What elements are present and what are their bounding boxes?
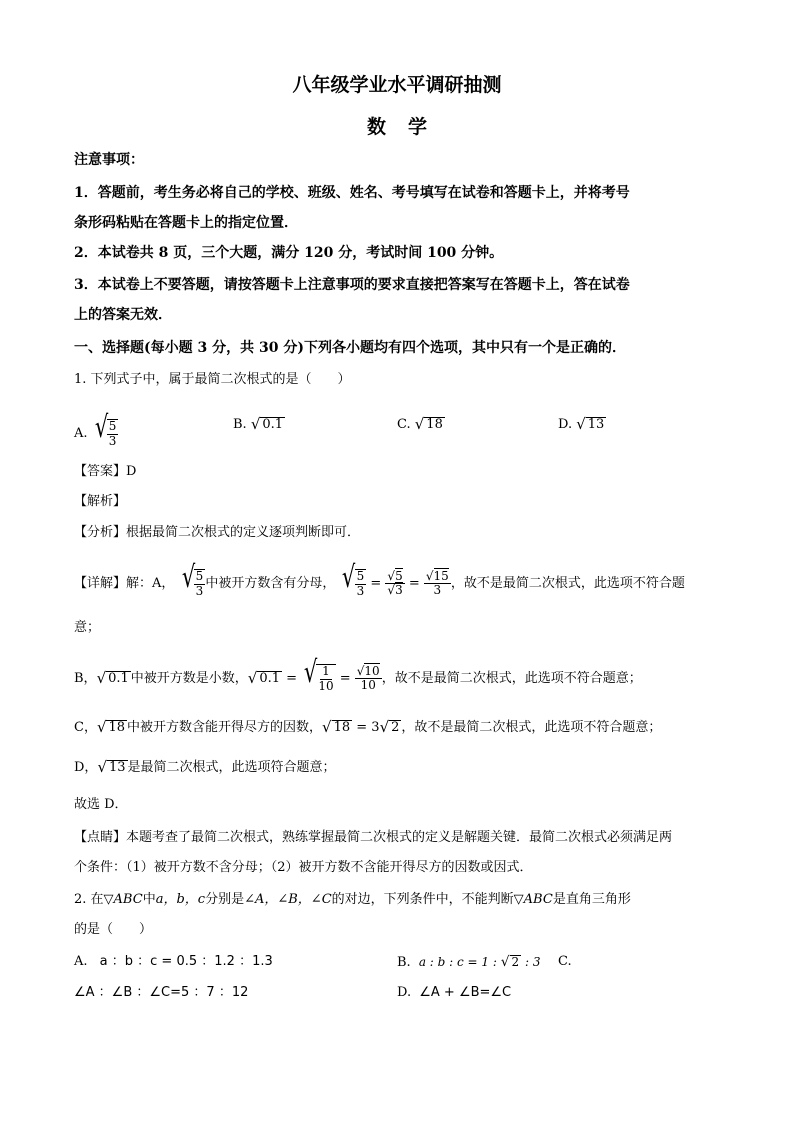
q2-stem-a	[74, 890, 631, 910]
detail-a-suffix: ，故不是最简二次根式，此选项不符合题	[450, 576, 685, 591]
q1-detail-c	[74, 718, 661, 738]
exam-title: 八年级学业水平调研抽测	[292, 74, 502, 96]
q1-option-a-label: A.	[74, 426, 88, 441]
frac-den: 3	[433, 583, 442, 597]
q1-option-c-value: 18	[426, 416, 443, 432]
detail-tag: 【详解】	[74, 576, 127, 591]
q2-stem-part: 的对边，下列条件中，不能判断	[331, 892, 514, 907]
q2-option-b-text: a : b : c = 1 :	[418, 955, 501, 969]
q2-sides: a，b，c	[155, 892, 206, 907]
q2-option-c-text: ∠A ：∠B ：∠C=5 ：7 ：12	[74, 985, 249, 1000]
frac-den: 3	[195, 583, 204, 598]
frac-num: 5	[356, 569, 365, 584]
sqrt-icon: √	[425, 568, 434, 583]
detail-c-mid: 中被开方数含能开得尽方的因数，	[127, 720, 323, 735]
q1-detail-a: 【详解】解：A， √ $\frac{5}{3}$ 中被开方数含有分母， √ $\frac{5}{3}$ = $\frac{√5}{√3}$ = $\frac{√15}{3}$ ，故不是最简二次根式，此选项不符合题	[74, 560, 685, 598]
sqrt-icon: √	[379, 718, 390, 737]
fenxi-tag: 【分析】	[74, 525, 127, 540]
radicand: 13	[108, 759, 126, 775]
q1-option-a-num: 5	[108, 419, 117, 434]
detail-d-prefix: D，	[74, 760, 98, 775]
q2-option-d-label: D.	[397, 985, 412, 1000]
radicand: 0.1	[108, 670, 129, 686]
q1-detail-b: B， √ 0.1 中被开方数是小数， √ 0.1 = √ $\frac{1}{10}$ = $\frac{√10}{10}$ ，故不是最简二次根式，此选项不符合题意；	[74, 655, 642, 693]
sqrt-icon: √	[356, 663, 365, 678]
notes-item-1a: 1．答题前，考生务必将自己的学校、班级、姓名、考号填写在试卷和答题卡上，并将考号	[74, 185, 630, 201]
frac-num: 15	[433, 568, 449, 583]
detail-b-prefix: B，	[74, 671, 97, 686]
q1-detail-a-cont: 意；	[74, 620, 101, 635]
q1-analysis-tag: 【解析】	[74, 494, 127, 509]
notes-heading: 注意事项：	[74, 152, 144, 168]
fenxi-text: 根据最简二次根式的定义逐项判断即可．	[126, 525, 361, 540]
radicand: 2	[511, 955, 520, 970]
q1-option-d	[558, 415, 606, 435]
notes-item-3a: 3．本试卷上不要答题，请按答题卡上注意事项的要求直接把答案写在答题卡上，答在试卷	[74, 277, 630, 293]
q2-triangle: ▽ABC	[103, 892, 143, 907]
detail-a-mid: 中被开方数含有分母，	[205, 576, 336, 591]
q2-option-a-label: A.	[74, 954, 88, 969]
radicand: 18	[333, 719, 351, 735]
detail-b-suffix: ，故不是最简二次根式，此选项不符合题意；	[381, 671, 642, 686]
radicand: 18	[108, 719, 126, 735]
frac-num: 10	[364, 663, 380, 678]
q1-option-d-value: 13	[587, 416, 605, 432]
sqrt-icon: √	[96, 669, 107, 688]
q1-option-c	[397, 415, 445, 435]
q1-choose: 故选 D．	[74, 797, 128, 812]
detail-c-eq: = 3	[356, 720, 380, 735]
q2-stem-part: 分别是	[205, 892, 245, 907]
q2-option-a	[74, 952, 273, 972]
q1-option-d-label: D.	[558, 417, 573, 432]
q2-triangle: ▽ABC	[513, 892, 553, 907]
sqrt-icon: √	[181, 560, 195, 595]
q1-option-c-label: C.	[397, 417, 411, 432]
q1-option-b-value: 0.1	[262, 416, 284, 432]
comment-tag: 【点睛】	[74, 830, 127, 845]
sqrt-icon: √	[250, 415, 261, 434]
section1-heading: 一、选择题(每小题 3 分，共 30 分)下列各小题均有四个选项，其中只有一个是正确的．	[74, 340, 626, 356]
notes-item-3b: 上的答案无效．	[74, 307, 172, 323]
q1-comment-b: 个条件：（1）被开方数不含分母；（2）被开方数不含能开得尽方的因数或因式．	[74, 860, 533, 875]
sqrt-icon: √	[500, 953, 510, 970]
frac-num: 5	[195, 569, 204, 584]
sqrt-icon: √	[322, 718, 332, 737]
q1-stem: 1. 下列式子中，属于最简二次根式的是（ ）	[74, 372, 351, 387]
frac-den: 10	[360, 678, 376, 692]
detail-a-prefix: 解：A，	[126, 576, 175, 591]
q2-option-b	[397, 952, 540, 973]
sqrt-icon: √	[96, 718, 107, 737]
sqrt-icon: √	[304, 655, 318, 690]
q2-angles: ∠A，∠B，∠C	[244, 892, 332, 907]
q1-option-a	[74, 410, 118, 448]
q2-stem-b: 的是（ ）	[74, 922, 153, 937]
detail-b-mid: 中被开方数是小数，	[130, 671, 248, 686]
answer-value: D	[126, 464, 137, 479]
sqrt-icon: √	[247, 669, 258, 688]
frac-num: 1	[322, 664, 330, 679]
sqrt-icon: √	[94, 410, 108, 445]
q2-stem-part: 2. 在	[74, 892, 104, 907]
sqrt-icon: √	[342, 560, 356, 595]
q1-option-a-den: 3	[108, 433, 117, 448]
exam-subject: 数学	[366, 116, 449, 138]
sqrt-icon: √	[387, 568, 396, 583]
notes-item-1b: 条形码粘贴在答题卡上的指定位置．	[74, 215, 298, 231]
q2-option-d-text: ∠A + ∠B=∠C	[419, 985, 512, 1000]
frac-den: 3	[356, 583, 365, 598]
radicand: 0.1	[259, 670, 281, 686]
q1-detail-d	[74, 758, 336, 778]
q2-stem-part: 中	[142, 892, 156, 907]
sqrt-icon: √	[387, 583, 396, 597]
q2-option-b-label: B.	[397, 955, 411, 970]
detail-c-suffix: ，故不是最简二次根式，此选项不符合题意；	[401, 720, 662, 735]
q2-option-d	[397, 983, 511, 1003]
sqrt-icon: √	[414, 415, 425, 434]
radicand: 2	[391, 719, 400, 735]
q2-stem-part: 是直角三角形	[552, 892, 631, 907]
q1-fenxi	[74, 523, 360, 543]
q1-comment-a	[74, 828, 672, 848]
frac-den: 3	[395, 583, 403, 597]
q2-option-c-label: C.	[558, 954, 572, 969]
q1-option-b-label: B.	[233, 417, 247, 432]
sqrt-icon: √	[576, 415, 586, 434]
detail-d-suffix: 是最简二次根式，此选项符合题意；	[127, 760, 336, 775]
frac-den: 10	[318, 678, 334, 693]
answer-tag: 【答案】	[74, 464, 127, 479]
q2-option-a-text: a ：b ：c = 0.5 ：1.2 ：1.3	[99, 954, 273, 969]
q1-option-b	[233, 415, 285, 435]
notes-item-2: 2．本试卷共 8 页，三个大题，满分 120 分，考试时间 100 分钟。	[74, 245, 504, 261]
q1-answer	[74, 462, 136, 482]
frac-num: 5	[395, 568, 403, 583]
q2-option-b-post: : 3	[521, 955, 541, 969]
sqrt-icon: √	[97, 758, 107, 777]
detail-c-prefix: C，	[74, 720, 97, 735]
comment-text-a: 本题考查了最简二次根式，熟练掌握最简二次根式的定义是解题关键．最简二次根式必须满足两	[126, 830, 673, 845]
